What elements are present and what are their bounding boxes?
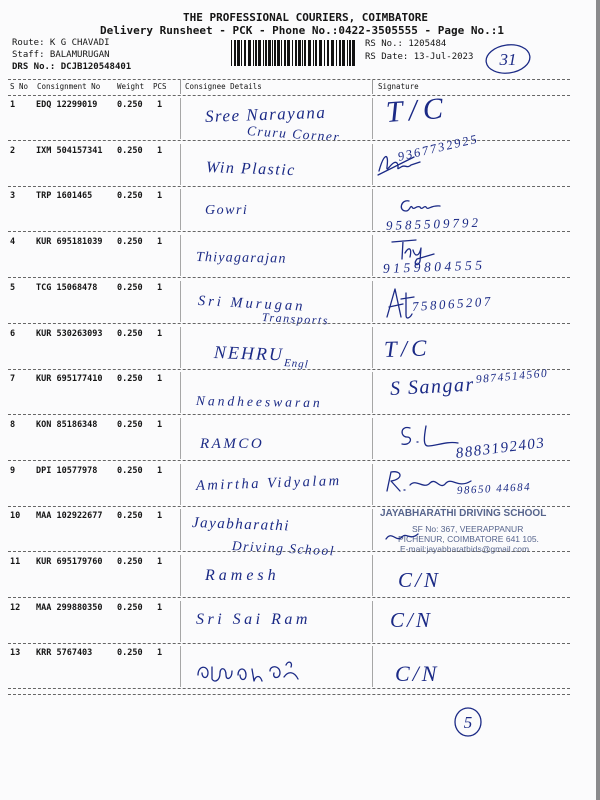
cell-sno: 1 — [10, 100, 16, 110]
runsheet-subtitle: Delivery Runsheet - PCK - Phone No.:0422-3505555 - Page No.:1 — [100, 24, 504, 37]
rs-date: RS Date: 13-Jul-2023 — [365, 52, 474, 62]
table-row — [0, 463, 600, 509]
cell-sno: 2 — [10, 145, 16, 156]
table-row — [0, 367, 600, 417]
cell-pcs: 1 — [157, 282, 163, 293]
column-divider — [180, 418, 181, 459]
column-divider — [372, 646, 373, 687]
cell-weight: 0.250 — [117, 419, 143, 430]
signature-scribble — [376, 149, 422, 177]
cell-pcs: 1 — [157, 328, 163, 339]
row-separator — [8, 414, 570, 415]
column-header-consignment: Consignment No — [37, 82, 101, 91]
column-divider — [372, 464, 373, 505]
circled-note-bottom — [451, 705, 485, 739]
column-divider — [372, 418, 373, 459]
consignee-handwriting: Sree Narayana — [204, 102, 327, 126]
cell-consignment: MAA 102922677 — [36, 511, 103, 522]
cell-weight: 0.250 — [117, 282, 143, 293]
column-divider — [180, 98, 181, 139]
column-header-signature: Signature — [378, 82, 419, 91]
signature-handwriting: 9585509792 — [385, 215, 482, 234]
column-header-consignee: Consignee Details — [185, 82, 262, 91]
column-divider — [372, 372, 373, 413]
row-separator — [8, 643, 570, 644]
column-divider — [372, 601, 373, 642]
cell-pcs: 1 — [157, 511, 163, 522]
consignee-handwriting: NEHRU — [213, 341, 285, 364]
signature-scribble — [383, 469, 473, 493]
consignee-handwriting: Cruru Corner — [246, 123, 341, 145]
column-header-pcs: PCS — [153, 82, 167, 91]
cell-consignment: KRR 5767403 — [36, 648, 93, 659]
consignee-handwriting: Thiyagarajan — [195, 250, 287, 267]
signature-handwriting: 9159804555 — [382, 257, 486, 277]
column-divider — [180, 80, 181, 94]
consignee-handwriting: Transports — [261, 309, 330, 328]
row-separator — [8, 551, 570, 552]
signature-handwriting: C/N — [395, 661, 440, 687]
signature-scribble — [396, 423, 460, 455]
consignee-handwriting: Amirtha Vidyalam — [195, 472, 342, 494]
cell-sno: 3 — [10, 191, 16, 202]
column-divider — [372, 80, 373, 94]
column-divider — [180, 509, 181, 550]
column-divider — [180, 144, 181, 185]
consignee-handwriting: RAMCO — [200, 435, 265, 452]
cell-consignment: MAA 299880350 — [36, 602, 103, 613]
cell-sno: 12 — [10, 602, 21, 613]
signature-handwriting: C/N — [390, 607, 433, 632]
staff: Staff: BALAMURUGAN — [12, 50, 110, 60]
drs-number: DRS No.: DCJB120548401 — [12, 62, 132, 72]
cell-consignment: IXM 504157341 — [36, 145, 103, 156]
consignee-handwriting: Jayabharathi — [191, 515, 291, 535]
column-divider — [372, 235, 373, 276]
table-row — [0, 91, 600, 145]
signature-handwriting: 9367732925 — [396, 131, 480, 164]
consignee-handwriting-tamil — [194, 657, 306, 685]
row-separator — [8, 231, 570, 232]
cell-consignment: KUR 695177410 — [36, 374, 103, 385]
cell-consignment: EDQ 12299019 — [36, 100, 98, 110]
cell-sno: 9 — [10, 465, 16, 476]
column-divider — [180, 327, 181, 368]
cell-pcs: 1 — [157, 465, 163, 476]
column-header-sno: S No — [10, 82, 29, 91]
cell-weight: 0.250 — [117, 100, 143, 110]
row-separator — [8, 140, 570, 141]
cell-pcs: 1 — [157, 602, 163, 613]
circled-note-text: 5 — [463, 713, 473, 732]
column-divider — [180, 235, 181, 276]
cell-sno: 5 — [10, 282, 16, 293]
cell-sno: 4 — [10, 237, 16, 248]
column-divider — [372, 98, 373, 139]
consignee-handwriting: Nandheeswaran — [195, 393, 323, 411]
signature-scribble — [383, 286, 415, 322]
table-end-rule — [8, 694, 570, 695]
stamp-line: SF No: 367, VEERAPPANUR — [412, 524, 524, 535]
column-divider — [180, 372, 181, 413]
cell-consignment: TRP 1601465 — [36, 191, 93, 202]
row-separator — [8, 506, 570, 507]
signature-handwriting: T/C — [383, 334, 431, 362]
cell-weight: 0.250 — [117, 191, 143, 202]
column-divider — [180, 189, 181, 230]
column-divider — [180, 281, 181, 322]
signature-scribble — [384, 529, 420, 543]
column-divider — [372, 189, 373, 230]
column-divider — [372, 509, 373, 550]
cell-pcs: 1 — [157, 648, 163, 659]
row-separator — [8, 277, 570, 278]
column-divider — [180, 464, 181, 505]
column-divider — [372, 144, 373, 185]
rs-number: RS No.: 1205484 — [365, 39, 447, 49]
cell-weight: 0.250 — [117, 557, 143, 567]
consignee-handwriting: Ramesh — [205, 567, 280, 584]
cell-pcs: 1 — [157, 419, 163, 430]
consignee-handwriting: Win Plastic — [205, 158, 297, 179]
column-divider — [180, 555, 181, 596]
cell-weight: 0.250 — [117, 328, 143, 339]
column-divider — [372, 555, 373, 596]
cell-consignment: KON 85186348 — [36, 419, 98, 430]
consignee-handwriting: Engl — [283, 356, 310, 371]
table-row — [0, 645, 600, 691]
cell-pcs: 1 — [157, 237, 163, 248]
cell-pcs: 1 — [157, 145, 163, 156]
signature-handwriting: 9874514560 — [475, 367, 549, 387]
cell-pcs: 1 — [157, 374, 163, 385]
cell-weight: 0.250 — [117, 237, 143, 248]
header-rule — [8, 79, 570, 80]
signature-handwriting: C/N — [398, 568, 441, 592]
row-separator — [8, 323, 570, 324]
table-row — [0, 280, 600, 326]
cell-sno: 10 — [10, 511, 21, 522]
cell-weight: 0.250 — [117, 511, 143, 522]
cell-weight: 0.250 — [117, 465, 143, 476]
cell-sno: 11 — [10, 557, 21, 567]
route: Route: K G CHAVADI — [12, 38, 110, 48]
table-row — [0, 188, 600, 234]
column-header-weight: Weight — [117, 82, 145, 91]
cell-sno: 13 — [10, 648, 21, 659]
stamp-line: PICHENUR, COIMBATORE 641 105. — [398, 534, 539, 545]
signature-scribble — [396, 196, 442, 216]
circled-note-top — [483, 42, 535, 76]
cell-weight: 0.250 — [117, 145, 143, 156]
signature-handwriting: T/C — [384, 91, 450, 129]
cell-pcs: 1 — [157, 191, 163, 202]
cell-sno: 8 — [10, 419, 16, 430]
signature-handwriting: S Sangar — [389, 373, 476, 401]
table-row — [0, 234, 600, 280]
row-separator — [8, 369, 570, 370]
column-divider — [180, 646, 181, 687]
barcode — [230, 40, 358, 66]
consignee-handwriting: Gowri — [205, 203, 249, 219]
cell-sno: 7 — [10, 374, 16, 385]
cell-pcs: 1 — [157, 100, 163, 110]
table-row — [0, 554, 600, 600]
column-divider — [372, 281, 373, 322]
table-row — [0, 600, 600, 646]
cell-consignment: TCG 15068478 — [36, 282, 98, 293]
cell-consignment: KUR 530263093 — [36, 328, 103, 339]
row-separator — [8, 186, 570, 187]
table-row — [0, 326, 600, 372]
table-row — [0, 508, 600, 559]
signature-handwriting: 8883192403 — [454, 434, 547, 462]
cell-sno: 6 — [10, 328, 16, 339]
circled-note-text: 31 — [499, 50, 517, 69]
row-separator — [8, 688, 570, 689]
cell-weight: 0.250 — [117, 374, 143, 385]
stamp-line: E-mail:jayabharathids@gmail.com — [400, 544, 530, 555]
consignee-handwriting: Driving School — [231, 538, 336, 559]
cell-weight: 0.250 — [117, 648, 143, 659]
signature-scribble — [390, 236, 436, 264]
company-title: THE PROFESSIONAL COURIERS, COIMBATORE — [183, 11, 429, 24]
column-divider — [372, 327, 373, 368]
cell-consignment: KUR 695181039 — [36, 237, 103, 248]
stamp-title: JAYABHARATHI DRIVING SCHOOL — [380, 508, 547, 520]
table-row — [0, 417, 600, 463]
row-separator — [8, 597, 570, 598]
row-separator — [8, 460, 570, 461]
scan-edge — [596, 0, 600, 800]
cell-weight: 0.250 — [117, 602, 143, 613]
cell-consignment: KUR 695179760 — [36, 557, 103, 567]
consignee-handwriting: Sri Sai Ram — [196, 610, 311, 628]
cell-pcs: 1 — [157, 557, 163, 567]
column-divider — [180, 601, 181, 642]
consignee-handwriting: Sri Murugan — [197, 292, 306, 315]
header-rule — [8, 95, 570, 96]
signature-handwriting: 98650 44684 — [456, 480, 532, 497]
cell-consignment: DPI 10577978 — [36, 465, 98, 476]
signature-handwriting: 758065207 — [411, 293, 494, 314]
